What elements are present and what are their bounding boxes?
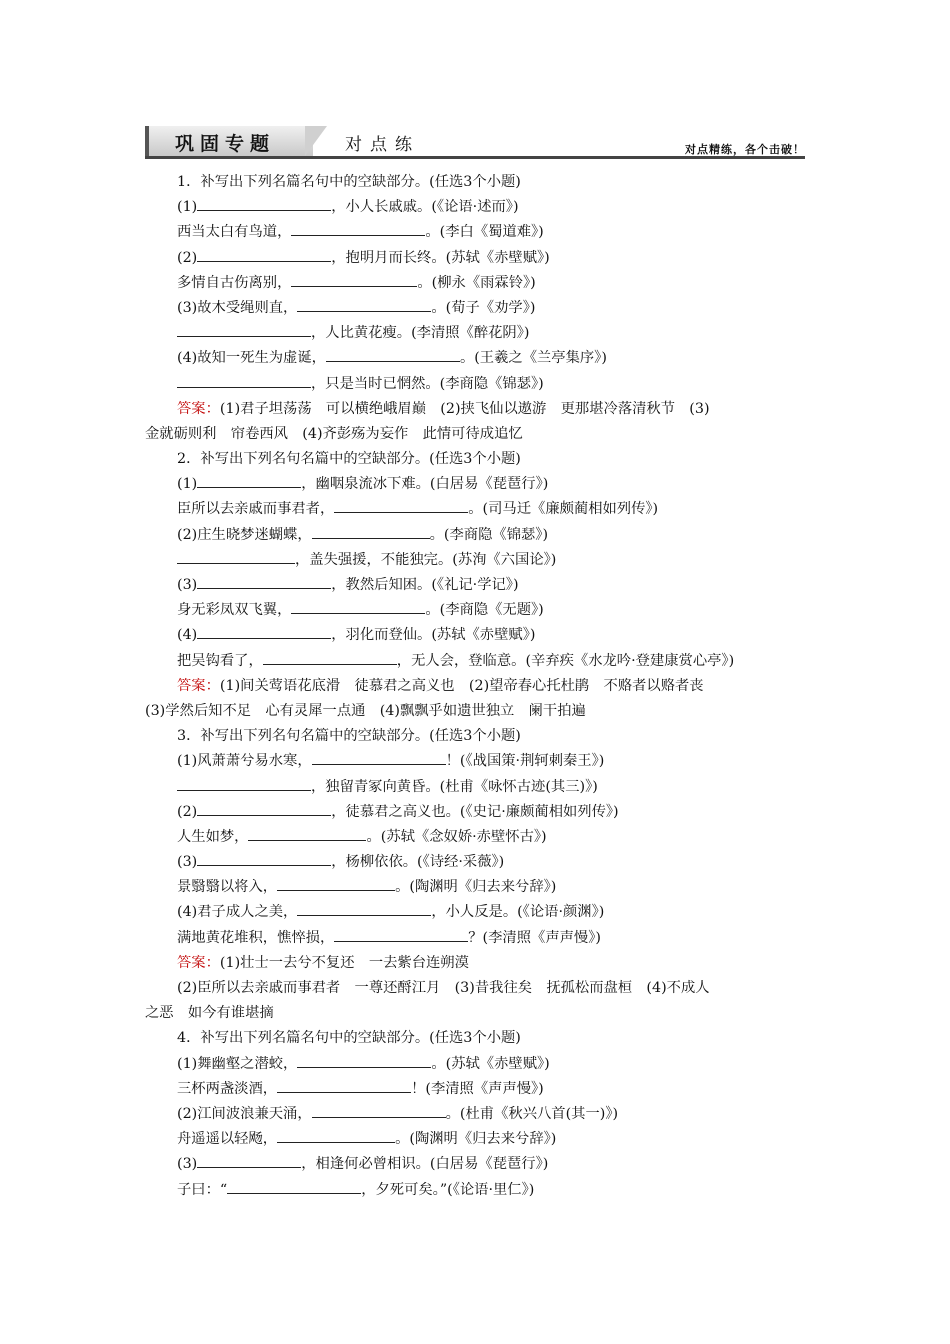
line-text: (2) [177, 803, 198, 820]
line-text: ，小人反是。(《论语·颜渊》) [431, 904, 605, 921]
text-line [145, 749, 810, 774]
text-line [145, 623, 810, 648]
fill-in-blank[interactable] [297, 296, 431, 312]
line-text: 多情自古伤离别， [177, 274, 292, 291]
text-line [145, 296, 810, 321]
line-text: 把吴钩看了， [177, 652, 263, 669]
fill-in-blank[interactable] [197, 800, 331, 816]
line-text: 身无彩凤双飞翼， [177, 602, 292, 619]
section-title-box [145, 126, 313, 156]
text-line [145, 1052, 810, 1077]
line-text: 。(陶渊明《归去来兮辞》) [395, 1131, 557, 1148]
line-text: ？(李清照《声声慢》) [468, 929, 601, 946]
line-text: 。(柳永《雨霖铃》) [417, 274, 536, 291]
line-text: 。(王羲之《兰亭集序》) [459, 350, 607, 367]
section-tagline: 对点精练，各个击破！ [685, 143, 805, 156]
line-text: (3) [177, 577, 198, 593]
line-text: 舟遥遥以轻飏， [177, 1131, 278, 1148]
line-text: 西当太白有鸟道， [177, 224, 292, 241]
line-text: 三杯两盏淡酒， [177, 1080, 278, 1097]
text-line [145, 271, 810, 296]
line-text: 。(陶渊明《归去来兮辞》) [395, 879, 557, 896]
line-text: ，夕死可矣。”(《论语·里仁》) [361, 1181, 535, 1198]
text-line [145, 649, 810, 674]
section-subtitle: 对点练 [345, 135, 420, 155]
line-text: ，独留青冢向黄昏。(杜甫《咏怀古迹(其三)》) [311, 778, 598, 795]
answer-label: 答案： [177, 400, 220, 417]
fill-in-blank[interactable] [291, 598, 425, 614]
line-text: ，人比黄花瘦。(李清照《醉花阴》) [311, 325, 530, 342]
fill-in-blank[interactable] [177, 321, 311, 337]
text-line [145, 1077, 810, 1102]
fill-in-blank[interactable] [277, 875, 395, 891]
fill-in-blank[interactable] [291, 220, 425, 236]
fill-in-blank[interactable] [291, 271, 417, 287]
text-line [145, 900, 810, 925]
text-line [145, 1178, 810, 1203]
text-line [145, 775, 810, 800]
text-line [145, 951, 810, 976]
text-line [145, 321, 810, 346]
fill-in-blank[interactable] [277, 1077, 411, 1093]
text-line [145, 523, 810, 548]
line-text: (2)臣所以去亲戚而事君者 一尊还酹江月 (3)昔我往矣 抚孤松而盘桓 (4)不成人 [177, 980, 710, 996]
line-text: (4) [177, 627, 198, 644]
text-line [145, 724, 810, 749]
line-text: 2．补写出下列名句名篇中的空缺部分。(任选3个小题) [177, 451, 521, 468]
line-text: ，羽化而登仙。(苏轼《赤壁赋》) [331, 627, 536, 644]
line-text: (3)故木受绳则直， [177, 299, 298, 316]
text-line [145, 674, 810, 699]
line-text: ，徒慕君之高义也。(《史记·廉颇蔺相如列传》) [331, 803, 619, 820]
line-text: 。(杜甫《秋兴八首(其一)》) [445, 1105, 619, 1122]
fill-in-blank[interactable] [312, 1102, 446, 1118]
line-text: 。(司马迁《廉颇蔺相如列传》) [468, 501, 659, 518]
text-line [145, 372, 810, 397]
line-text: (2)江间波浪兼天涌， [177, 1105, 312, 1122]
text-line [145, 825, 810, 850]
line-text: (1) [177, 199, 198, 216]
line-text: (4)君子成人之美， [177, 904, 298, 921]
title-slant-decoration [305, 126, 327, 156]
line-text: 之恶 如今有谁堪摘 [145, 1005, 274, 1022]
fill-in-blank[interactable] [197, 246, 331, 262]
line-text: (1)舞幽壑之潜蛟， [177, 1055, 298, 1072]
fill-in-blank[interactable] [197, 472, 301, 488]
text-line [145, 699, 810, 724]
text-line [145, 346, 810, 371]
text-line [145, 548, 810, 573]
text-line [145, 1127, 810, 1152]
line-text: 。(荀子《劝学》) [431, 299, 536, 316]
section-title: 巩固专题 [175, 133, 276, 155]
line-text: 。(李商隐《锦瑟》) [429, 526, 549, 543]
line-text: (3) [177, 854, 198, 871]
text-line [145, 976, 810, 1001]
text-line [145, 447, 810, 472]
fill-in-blank[interactable] [177, 372, 311, 388]
section-header [145, 124, 805, 158]
text-line [145, 246, 810, 271]
fill-in-blank[interactable] [263, 649, 397, 665]
line-text: ，教然后知困。(《礼记·学记》) [331, 577, 519, 593]
text-line [145, 926, 810, 951]
text-line [145, 1001, 810, 1026]
line-text: 人生如梦， [177, 828, 249, 845]
line-text: ，只是当时已惘然。(李商隐《锦瑟》) [311, 375, 544, 392]
line-text: (1)间关莺语花底滑 徒慕君之高义也 (2)望帝春心托杜鹃 不赂者以赂者丧 [219, 677, 704, 694]
line-text: 1．补写出下列名篇名句中的空缺部分。(任选3个小题) [177, 174, 521, 190]
line-text: 臣所以去亲戚而事君者， [177, 501, 335, 518]
line-text: 。(李白《蜀道难》) [425, 224, 544, 241]
fill-in-blank[interactable] [177, 775, 311, 791]
fill-in-blank[interactable] [326, 346, 460, 362]
line-text: ！(李清照《声声慢》) [411, 1080, 544, 1097]
line-text: 3．补写出下列名句名篇中的空缺部分。(任选3个小题) [177, 728, 521, 745]
line-text: 4．补写出下列名篇名句中的空缺部分。(任选3个小题) [177, 1030, 521, 1047]
line-text: ，无人会，登临意。(辛弃疾《水龙吟·登建康赏心亭》) [396, 652, 735, 669]
line-text: (2) [177, 249, 198, 266]
fill-in-blank[interactable] [197, 1152, 301, 1168]
line-text: 。(李商隐《无题》) [425, 602, 544, 619]
text-line [145, 850, 810, 875]
text-line [145, 220, 810, 245]
line-text: 景翳翳以将入， [177, 879, 278, 896]
fill-in-blank[interactable] [312, 749, 446, 765]
text-line [145, 397, 810, 422]
text-line [145, 195, 810, 220]
answer-label: 答案： [177, 954, 220, 971]
fill-in-blank[interactable] [297, 1052, 431, 1068]
fill-in-blank[interactable] [297, 900, 431, 916]
text-line [145, 170, 810, 195]
fill-in-blank[interactable] [334, 497, 468, 513]
text-line [145, 472, 810, 497]
line-text: 满地黄花堆积，憔悴损， [177, 929, 335, 946]
fill-in-blank[interactable] [197, 850, 331, 866]
text-line [145, 875, 810, 900]
line-text: (3)学然后知不足 心有灵犀一点通 (4)飘飘乎如遗世独立 阑干拍遍 [145, 702, 586, 719]
line-text: (4)故知一死生为虚诞， [177, 350, 326, 367]
text-line [145, 1152, 810, 1177]
line-text: (1)风萧萧兮易水寒， [177, 753, 312, 770]
line-text: (1)壮士一去兮不复还 一去紫台连朔漠 [219, 954, 469, 971]
line-text: 。(苏轼《念奴娇·赤壁怀古》) [366, 828, 547, 845]
fill-in-blank[interactable] [197, 195, 331, 211]
fill-in-blank[interactable] [197, 573, 331, 589]
fill-in-blank[interactable] [177, 548, 295, 564]
text-line [145, 422, 810, 447]
line-text: ，杨柳依依。(《诗经·采薇》) [331, 854, 505, 871]
text-line [145, 1026, 810, 1051]
fill-in-blank[interactable] [227, 1178, 361, 1194]
line-text: 。(苏轼《赤壁赋》) [431, 1055, 550, 1072]
line-text: 金就砺则利 帘卷西风 (4)齐彭殇为妄作 此情可待成追忆 [145, 425, 523, 442]
header-rule [145, 156, 805, 159]
fill-in-blank[interactable] [197, 623, 331, 639]
fill-in-blank[interactable] [312, 523, 430, 539]
exercise-content [145, 170, 810, 1203]
line-text: ，小人长戚戚。(《论语·述而》) [331, 199, 519, 216]
text-line [145, 573, 810, 598]
line-text: ，盖失强援，不能独完。(苏洵《六国论》) [295, 551, 557, 568]
line-text: (2)庄生晓梦迷蝴蝶， [177, 526, 312, 543]
text-line [145, 800, 810, 825]
answer-label: 答案： [177, 677, 220, 694]
fill-in-blank[interactable] [248, 825, 366, 841]
line-text: (1) [177, 476, 198, 493]
line-text: (1)君子坦荡荡 可以横绝峨眉巅 (2)挟飞仙以遨游 更那堪冷落清秋节 (3) [219, 400, 710, 417]
line-text: ，幽咽泉流冰下难。(白居易《琵琶行》) [301, 476, 549, 493]
line-text: ！(《战国策·荆轲刺秦王》) [445, 753, 605, 770]
line-text: (3) [177, 1156, 198, 1173]
line-text: ，抱明月而长终。(苏轼《赤壁赋》) [331, 249, 550, 266]
fill-in-blank[interactable] [334, 926, 468, 942]
fill-in-blank[interactable] [277, 1127, 395, 1143]
text-line [145, 497, 810, 522]
text-line [145, 598, 810, 623]
line-text: ，相逢何必曾相识。(白居易《琵琶行》) [301, 1156, 549, 1173]
line-text: 子曰：“ [177, 1181, 228, 1198]
text-line [145, 1102, 810, 1127]
